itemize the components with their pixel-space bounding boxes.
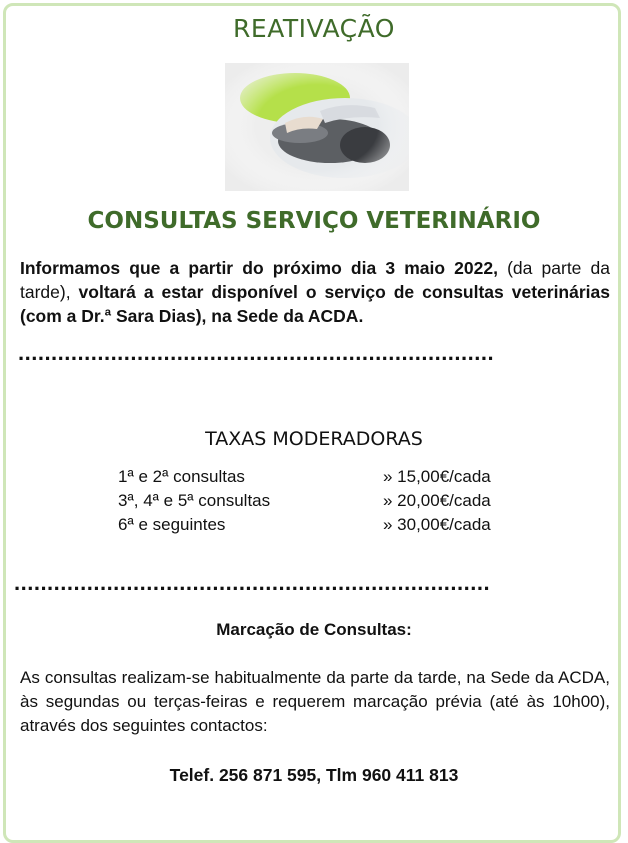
fee-price: » 20,00€/cada — [383, 491, 491, 510]
fees-title: TAXAS MODERADORAS — [205, 428, 423, 450]
vet-photo — [225, 63, 409, 191]
fee-label: 1ª e 2ª consultas — [118, 467, 245, 486]
fee-price: » 30,00€/cada — [383, 515, 491, 534]
intro-part-3: voltará a estar disponível o serviço de consultas veterinárias (com a Dr.ª Sara Dias), na Sede da ACDA. — [20, 282, 610, 326]
dotted-divider: ........................................................................ — [18, 346, 495, 362]
fee-label: 3ª, 4ª e 5ª consultas — [118, 491, 271, 510]
fee-row — [118, 465, 538, 489]
intro-part-2: (da parte da tarde), — [20, 258, 611, 302]
fee-price: » 15,00€/cada — [383, 467, 491, 486]
booking-paragraph: As consultas realizam-se habitualmente da parte da tarde, na Sede da ACDA, às segundas ou terças-feiras e requerem marcação prévia (até às 10h00), através dos seguintes contactos: — [20, 668, 610, 735]
contact-numbers: Telef. 256 871 595, Tlm 960 411 813 — [169, 765, 459, 785]
fee-row — [118, 489, 538, 513]
booking-title: Marcação de Consultas: — [216, 620, 412, 639]
dotted-divider-2: ........................................................................ — [14, 576, 491, 592]
intro-part-1: Informamos que a partir do próximo dia 3 maio 2022, — [20, 258, 498, 278]
page-title: REATIVAÇÃO — [233, 14, 395, 43]
intro-paragraph — [20, 256, 610, 328]
vet-exam-illustration — [225, 63, 409, 191]
fee-row — [118, 513, 538, 537]
section-title: CONSULTAS SERVIÇO VETERINÁRIO — [87, 208, 541, 234]
fee-label: 6ª e seguintes — [118, 515, 226, 534]
